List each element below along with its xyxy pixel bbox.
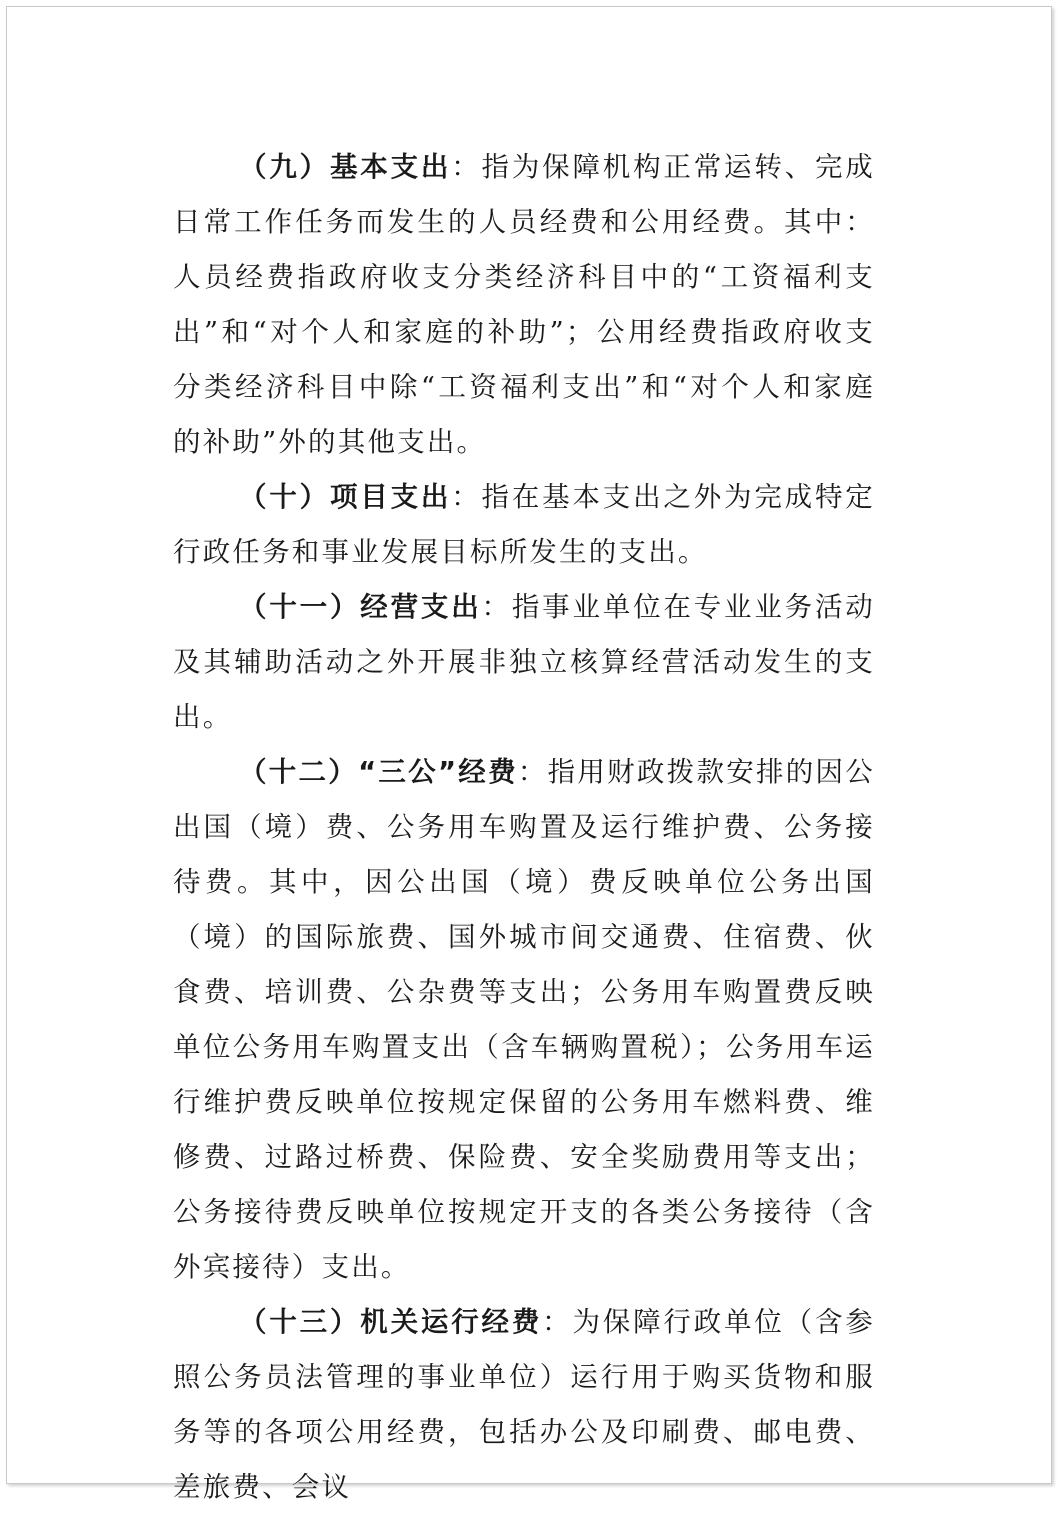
document-page bbox=[6, 6, 1052, 1503]
term-three-public-funds: （十二）“三公”经费 bbox=[239, 756, 518, 788]
term-operating-expenditure: （十一）经营支出 bbox=[239, 591, 482, 623]
definition-basic-expenditure: ：指为保障机构正常运转、完成日常工作任务而发生的人员经费和公用经费。其中：人员经费指政府收支分类经济科目中的“工资福利支出”和“对个人和家庭的补助”；公用经费指政府收支分类经济科目中除“工资福利支出”和“对个人和家庭的补助”外的其他支出。 bbox=[173, 151, 875, 458]
term-project-expenditure: （十）项目支出 bbox=[239, 481, 452, 513]
paragraph-project-expenditure bbox=[173, 470, 875, 580]
paragraph-operating-expenditure bbox=[173, 580, 875, 745]
definition-agency-operating-funds: ：为保障行政单位（含参照公务员法管理的事业单位）运行用于购买货物和服务等的各项公用经费，包括办公及印刷费、邮电费、差旅费、会议 bbox=[173, 1306, 876, 1503]
definition-three-public-funds: ：指用财政拨款安排的因公出国（境）费、公务用车购置及运行维护费、公务接待费。其中，因公出国（境）费反映单位公务出国（境）的国际旅费、国外城市间交通费、住宿费、伙食费、培训费、公杂费等支出；公务用车购置费反映单位公务用车购置支出（含车辆购置税）；公务用车运行维护费反映单位按规定保留的公务用车燃料费、维修费、过路过桥费、保险费、安全奖励费用等支出；公务接待费反映单位按规定开支的各类公务接待（含外宾接待）支出。 bbox=[173, 756, 875, 1283]
definition-project-expenditure: ：指在基本支出之外为完成特定行政任务和事业发展目标所发生的支出。 bbox=[173, 481, 875, 568]
paragraph-basic-expenditure bbox=[173, 140, 875, 470]
term-agency-operating-funds: （十三）机关运行经费 bbox=[239, 1306, 543, 1338]
document-body bbox=[173, 140, 875, 1515]
term-basic-expenditure: （九）基本支出 bbox=[239, 151, 452, 183]
paragraph-agency-operating-funds bbox=[173, 1295, 875, 1515]
definition-operating-expenditure: ：指事业单位在专业业务活动及其辅助活动之外开展非独立核算经营活动发生的支出。 bbox=[173, 591, 875, 733]
paragraph-three-public-funds bbox=[173, 745, 875, 1295]
